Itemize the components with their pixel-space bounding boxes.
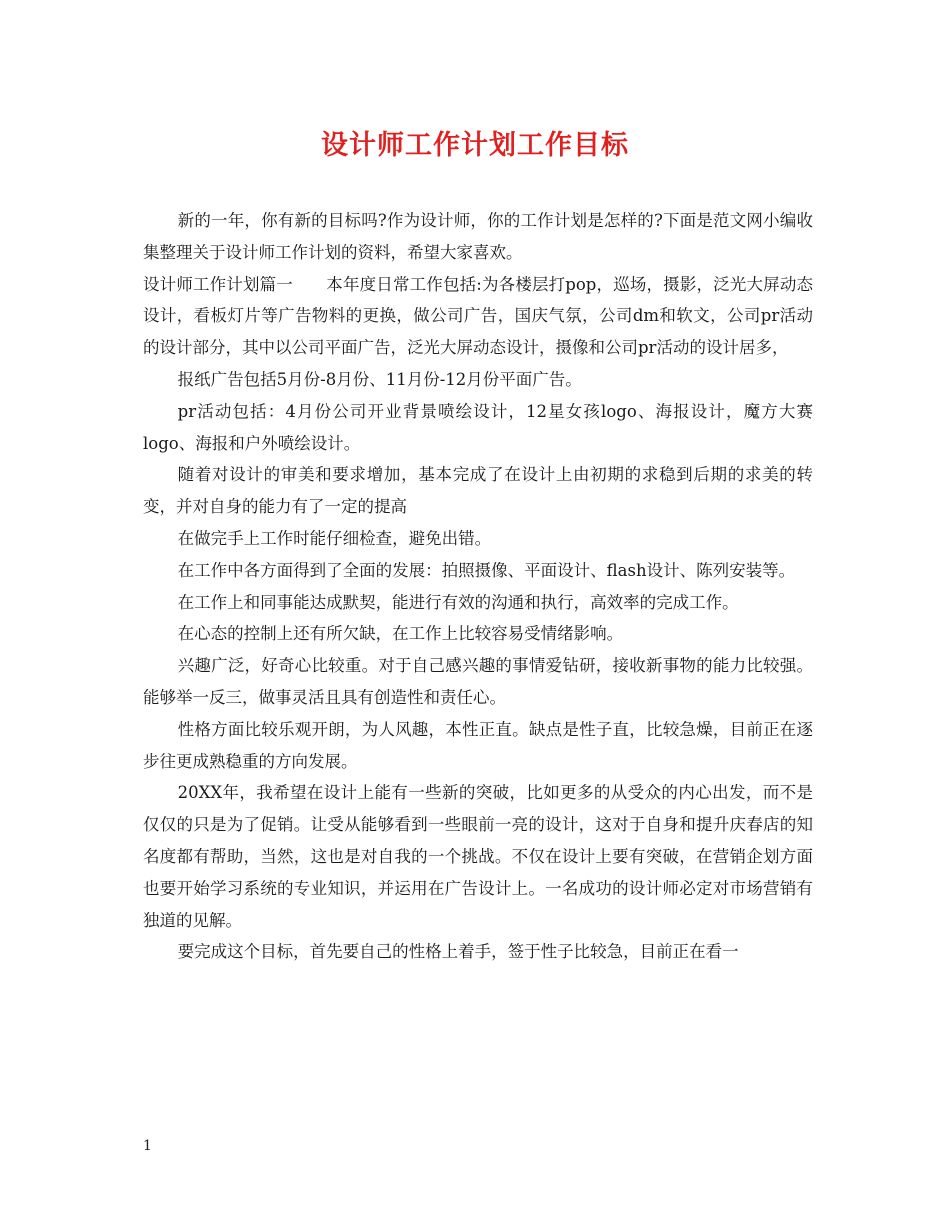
- paragraph-goals: 20XX年，我希望在设计上能有一些新的突破，比如更多的从受众的内心出发，而不是仅仅的只是为了促销。让受从能够看到一些眼前一亮的设计，这对于自身和提升庆春店的知名度都有帮助，当然，这也是对自我的一个挑战。不仅在设计上要有突破，在营销企划方面也要开始学习系统的专业知识，并运用在广告设计上。一名成功的设计师必定对市场营销有独道的见解。: [143, 783, 813, 930]
- document-body: [143, 205, 813, 968]
- paragraph-teamwork: 在工作上和同事能达成默契，能进行有效的沟通和执行，高效率的完成工作。: [177, 592, 739, 612]
- paragraph-design-improvement: 随着对设计的审美和要求增加，基本完成了在设计上由初期的求稳到后期的求美的转变，并对自身的能力有了一定的提高: [143, 465, 813, 517]
- document-title: 设计师工作计划工作目标: [321, 130, 629, 161]
- paragraph-personality: 性格方面比较乐观开朗，为人风趣，本性正直。缺点是性子直，比较急燥，目前正在逐步往更成熟稳重的方向发展。: [143, 719, 813, 771]
- paragraph-newspaper-ads: 报纸广告包括5月份-8月份、11月份-12月份平面广告。: [177, 369, 582, 389]
- paragraph-development: 在工作中各方面得到了全面的发展：拍照摄像、平面设计、flash设计、陈列安装等。: [177, 560, 796, 580]
- page-number: 1: [143, 1138, 152, 1154]
- paragraph-careful-check: 在做完手上工作时能仔细检查，避免出错。: [177, 528, 492, 548]
- paragraph-plan-start: 要完成这个目标，首先要自己的性格上着手，签于性子比较急，目前正在看一: [177, 942, 739, 962]
- paragraph-pr-activities: pr活动包括：4月份公司开业背景喷绘设计，12星女孩logo、海报设计，魔方大赛logo、海报和户外喷绘设计。: [143, 401, 813, 453]
- paragraph-intro: 新的一年，你有新的目标吗?作为设计师，你的工作计划是怎样的?下面是范文网小编收集整理关于设计师工作计划的资料，希望大家喜欢。: [143, 211, 813, 262]
- paragraph-mindset: 在心态的控制上还有所欠缺，在工作上比较容易受情绪影响。: [177, 624, 624, 644]
- paragraph-interests: 兴趣广泛，好奇心比较重。对于自己感兴趣的事情爱钻研，接收新事物的能力比较强。能够举一反三，做事灵活且具有创造性和责任心。: [143, 656, 813, 707]
- paragraph-plan-one: 设计师工作计划篇一 本年度日常工作包括:为各楼层打pop，巡场，摄影，泛光大屏动态设计，看板灯片等广告物料的更换，做公司广告，国庆气氛，公司dm和软文，公司pr活动的设计部分，其中以公司平面广告，泛光大屏动态设计，摄像和公司pr活动的设计居多，: [143, 274, 813, 358]
